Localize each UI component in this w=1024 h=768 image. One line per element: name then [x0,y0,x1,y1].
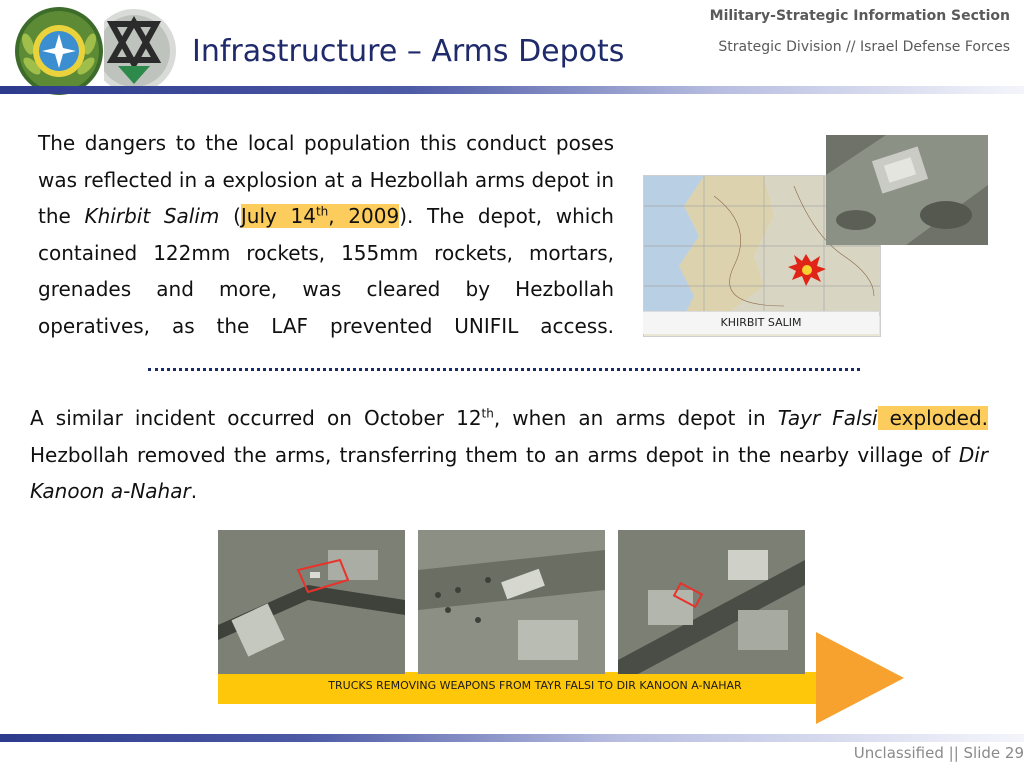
exploded-highlight: exploded. [877,406,988,430]
para1-open-paren: ( [219,204,241,228]
para2-part1: A similar incident occurred on October 12 [30,406,482,430]
date-highlight [241,204,399,228]
header-divider [0,86,1024,94]
para2-village: Dir Kanoon a-Nahar [30,442,988,503]
para1-place: Khirbit Salim [84,204,220,228]
tayr-falsi-photo [218,530,405,674]
section-separator [148,352,860,371]
page-title: Infrastructure – Arms Depots [192,34,625,69]
section-name: Military-Strategic Information Section [709,8,1010,24]
division-name: Strategic Division // Israel Defense Forces [718,39,1010,55]
para2-end: . [190,479,198,503]
para2-part2: , when an arms depot in [493,406,778,430]
dir-kanoon-photo [618,530,805,674]
para2-part3: Hezbollah removed the arms, transferring them to an arms depot in the nearby village of [30,442,959,467]
date-post: , 2009 [328,204,400,228]
truck-transfer-photo [418,530,605,674]
para1-rest: ). The depot, which contained 122mm rockets, 155mm rockets, mortars, grenades and more, was cleared by Hezbollah operatives, as the LAF prevented UNIFIL access. [38,204,614,338]
date-pre: July 14 [240,204,316,228]
intelligence-emblem-logo [10,4,108,98]
map-label: KHIRBIT SALIM [643,311,879,334]
para2-sup: th [481,406,494,421]
para2-place: Tayr Falsi [777,406,878,430]
footer-divider [0,734,1024,742]
tayr-falsi-paragraph [30,400,988,510]
date-sup: th [315,204,329,219]
slide-footer: Unclassified || Slide 29 [853,744,1024,762]
para1-intro: The dangers to the local population this conduct poses was reflected in a explosion at a Hezbollah arms depot in the [38,131,614,228]
aerial-depot-photo [826,135,988,245]
khirbit-salim-paragraph [38,125,614,344]
idf-emblem-logo [104,4,176,98]
trucks-caption: TRUCKS REMOVING WEAPONS FROM TAYR FALSI TO DIR KANOON A-NAHAR [328,679,742,692]
